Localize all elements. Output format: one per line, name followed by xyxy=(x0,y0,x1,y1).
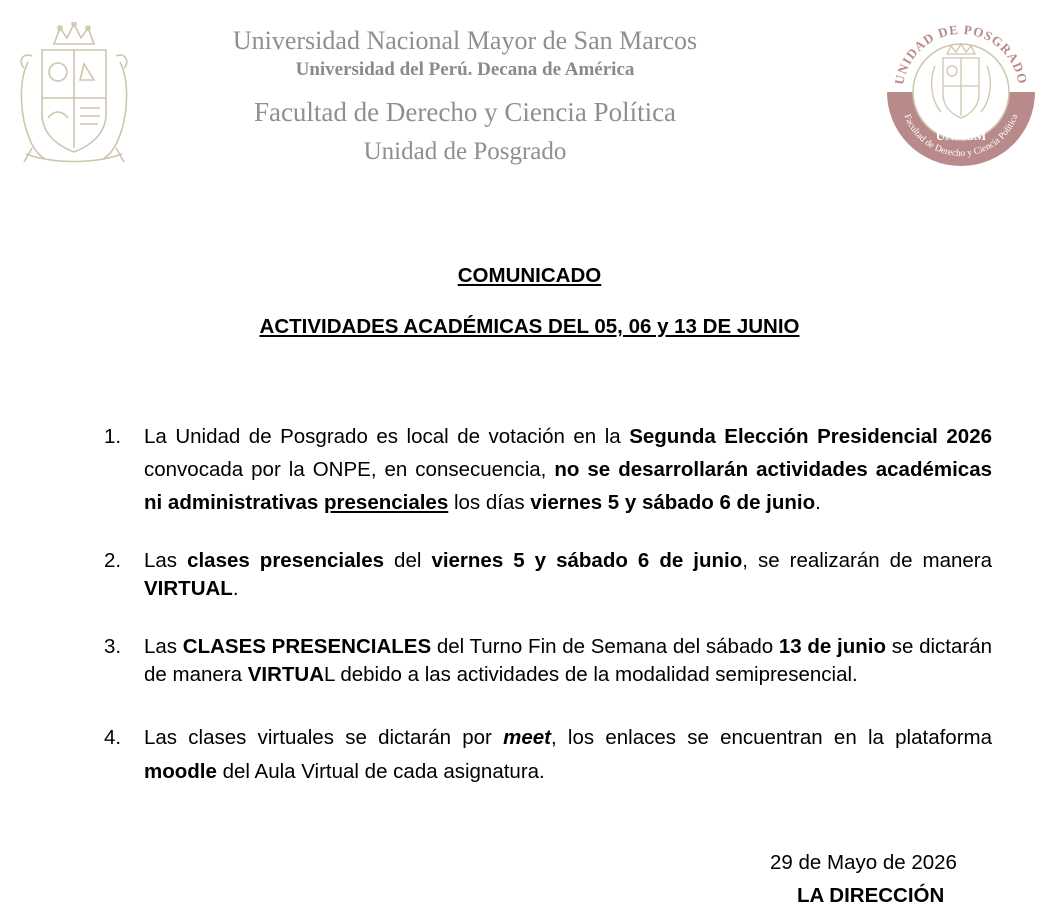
university-subtitle: Universidad del Perú. Decana de América xyxy=(295,59,635,80)
list-item-text: Las clases presenciales del viernes 5 y sábado 6 de junio, se realizarán de manera VIRTUAL. xyxy=(144,549,992,600)
list-item-2 xyxy=(104,547,992,603)
list-item-1 xyxy=(104,420,992,519)
list-number: 4. xyxy=(104,726,122,749)
seal-bottom-text: Facultad de Derecho y Ciencia Política xyxy=(901,112,1021,160)
signature: LA DIRECCIÓN xyxy=(797,884,945,907)
document-title: COMUNICADO xyxy=(457,264,602,287)
seal-center-text: UNMSM xyxy=(935,128,987,143)
list-item-text: La Unidad de Posgrado es local de votación en la Segunda Elección Presidencial 2026 convocada por la ONPE, en consecuencia, no se desarrollarán actividades académicas ni administrativas presenciales los días viernes 5 y sábado 6 de junio. xyxy=(144,425,992,514)
list-number: 3. xyxy=(104,635,122,658)
list-item-3 xyxy=(104,633,992,689)
document-date: 29 de Mayo de 2026 xyxy=(770,851,957,874)
list-item-4 xyxy=(104,721,992,789)
faculty-name: Facultad de Derecho y Ciencia Política xyxy=(253,97,677,127)
list-item-text: Las CLASES PRESENCIALES del Turno Fin de Semana del sábado 13 de junio se dictarán de manera VIRTUAL debido a las actividades de la modalidad semipresencial. xyxy=(144,635,993,686)
seal-top-text: UNIDAD DE POSGRADO xyxy=(891,21,1031,86)
posgrado-seal-logo xyxy=(885,16,1037,168)
list-number: 1. xyxy=(104,425,122,448)
list-number: 2. xyxy=(104,549,122,572)
document-subtitle: ACTIVIDADES ACADÉMICAS DEL 05, 06 y 13 DE JUNIO xyxy=(259,315,800,338)
unit-name: Unidad de Posgrado xyxy=(363,138,567,165)
university-name: Universidad Nacional Mayor de San Marcos xyxy=(232,26,698,55)
university-crest-logo xyxy=(14,22,134,164)
list-item-text: Las clases virtuales se dictarán por meet, los enlaces se encuentran en la plataforma moodle del Aula Virtual de cada asignatura. xyxy=(144,726,992,783)
